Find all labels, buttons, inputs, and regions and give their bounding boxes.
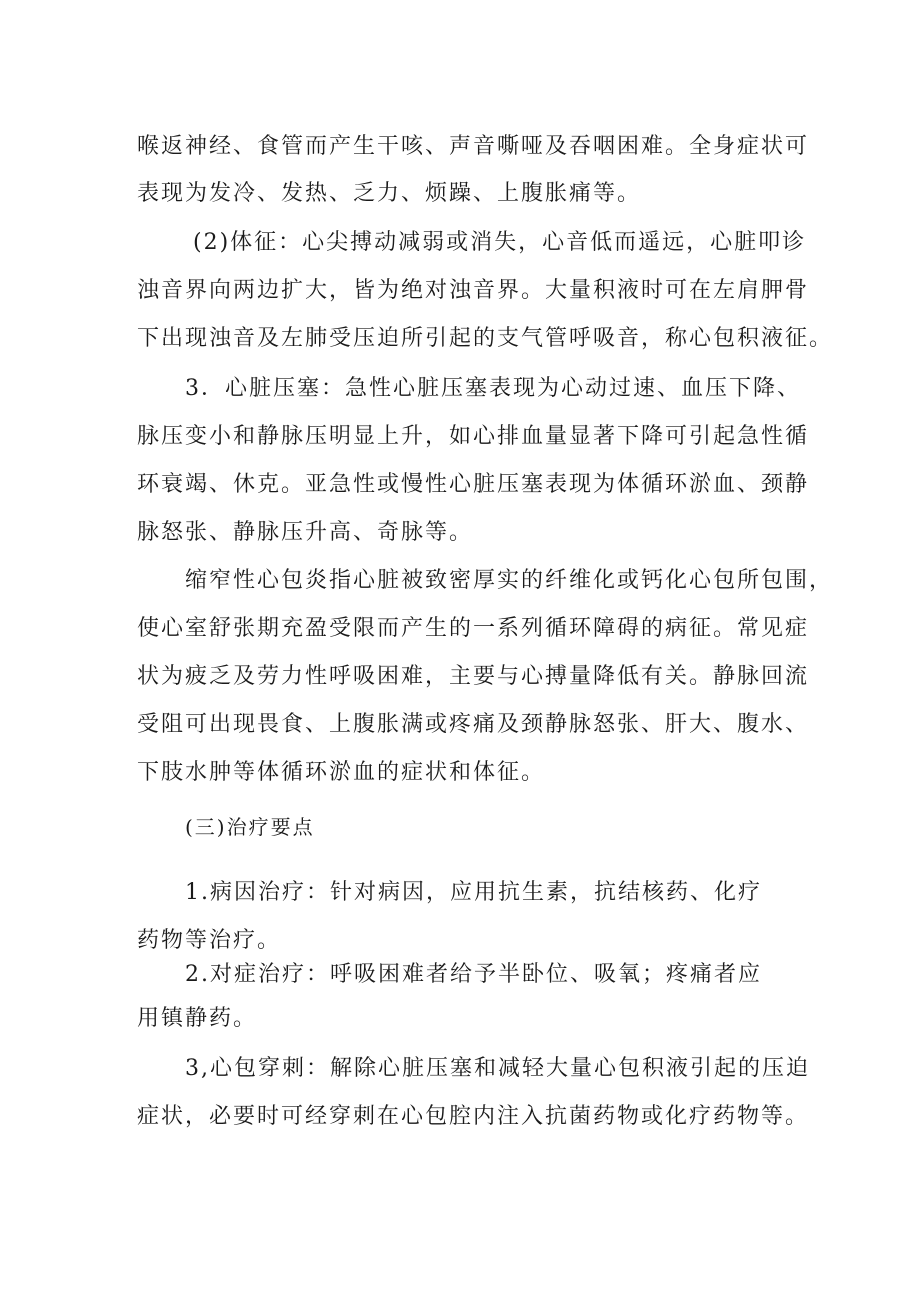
text-line-20: 3,心包穿刺：解除心脏压塞和减轻大量心包积液引起的压迫 (185, 1056, 810, 1081)
text-line-14: 下肢水肿等体循环淤血的症状和体征。 (137, 760, 546, 785)
text-line-3: (2)体征：心尖搏动减弱或消失，心音低而遥远，心脏叩诊 (193, 230, 807, 255)
text-line-18: 2.对症治疗：呼吸困难者给予半卧位、吸氧；疼痛者应 (185, 962, 762, 987)
text-line-7: 脉压变小和静脉压明显上升，如心排血量显著下降可引起急性循 (137, 424, 810, 449)
text-line-11: 使心室舒张期充盈受限而产生的一系列循环障碍的病征。常见症 (137, 616, 810, 641)
text-line-13: 受阻可出现畏食、上腹胀满或疼痛及颈静脉怒张、肝大、腹水、 (137, 712, 810, 737)
text-line-1: 喉返神经、食管而产生干咳、声音嘶哑及吞咽困难。全身症状可 (137, 134, 810, 159)
text-line-4: 浊音界向两边扩大，皆为绝对浊音界。大量积液时可在左肩胛骨 (137, 278, 810, 303)
text-line-6: 3．心脏压塞：急性心脏压塞表现为心动过速、血压下降、 (185, 376, 801, 401)
section-heading: (三)治疗要点 (185, 815, 315, 839)
text-line-21: 症状，必要时可经穿刺在心包腔内注入抗菌药物或化疗药物等。 (137, 1104, 810, 1129)
text-line-2: 表现为发冷、发热、乏力、烦躁、上腹胀痛等。 (137, 181, 642, 206)
text-line-17: 药物等治疗。 (137, 928, 282, 953)
text-line-5: 下出现浊音及左肺受压迫所引起的支气管呼吸音，称心包积液征。 (137, 326, 834, 351)
text-line-19: 用镇静药。 (137, 1006, 258, 1031)
text-line-9: 脉怒张、静脉压升高、奇脉等。 (137, 520, 474, 545)
text-line-8: 环衰竭、休克。亚急性或慢性心脏压塞表现为体循环淤血、颈静 (137, 472, 810, 497)
text-line-10: 缩窄性心包炎指心脏被致密厚实的纤维化或钙化心包所包围， (185, 568, 834, 593)
text-line-12: 状为疲乏及劳力性呼吸困难，主要与心搏量降低有关。静脉回流 (137, 664, 810, 689)
text-line-16: 1.病因治疗：针对病因，应用抗生素，抗结核药、化疗 (185, 880, 762, 905)
